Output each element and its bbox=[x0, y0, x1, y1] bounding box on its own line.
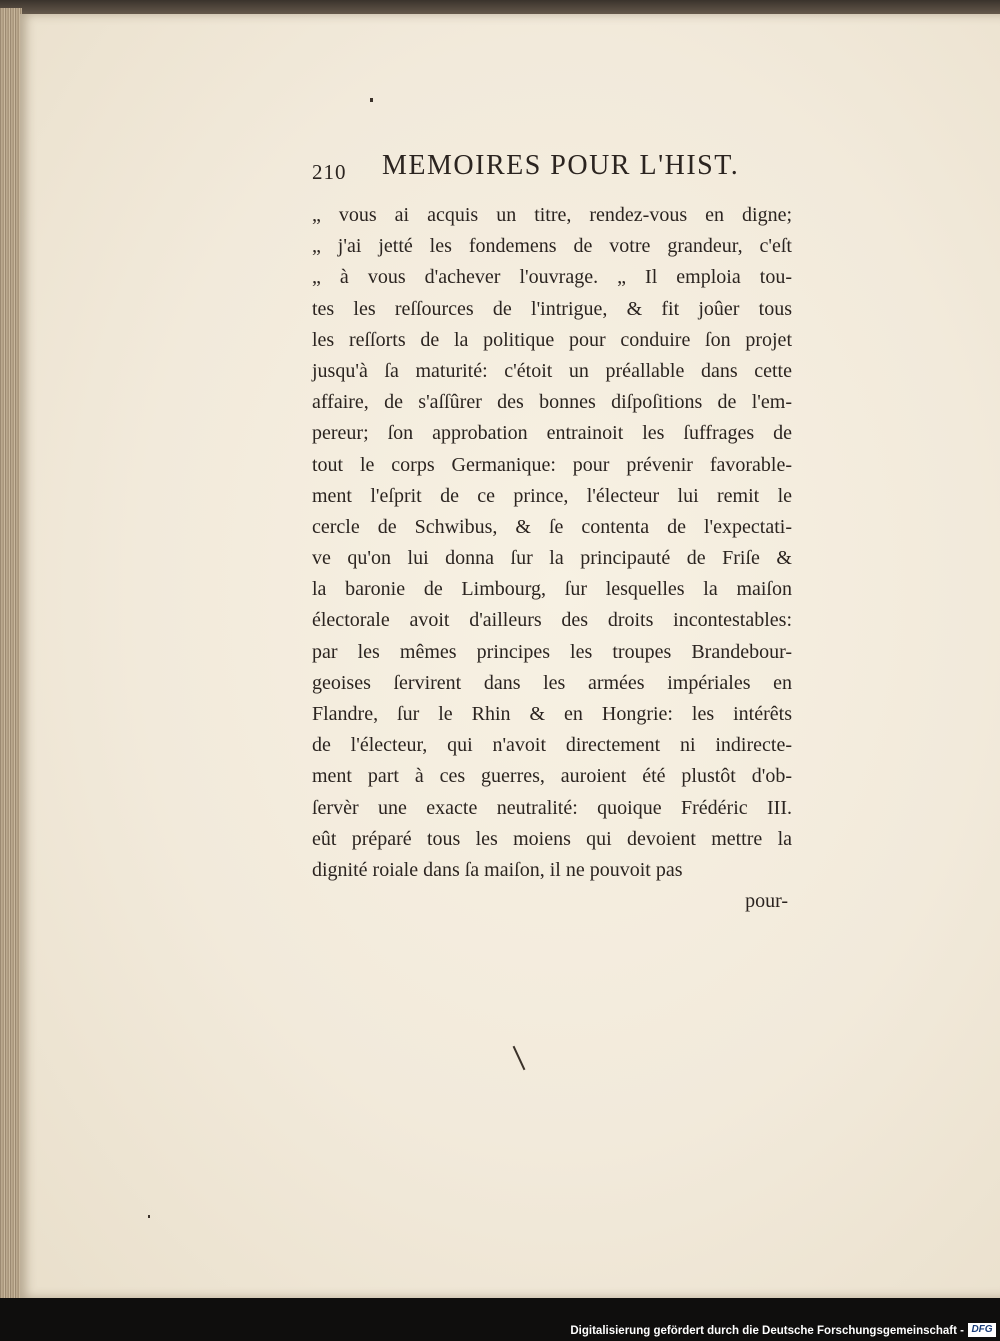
digitization-credit: Digitalisierung gefördert durch die Deutsche Forschungsgemeinschaft - bbox=[570, 1325, 964, 1337]
text-line: „ vous ai acquis un titre, rendez-vous en digne; bbox=[312, 204, 792, 226]
text-line: Flandre, ſur le Rhin & en Hongrie: les intérêts bbox=[312, 703, 792, 725]
text-line: ment part à ces guerres, auroient été plustôt d'ob- bbox=[312, 765, 792, 788]
text-line: jusqu'à ſa maturité: c'étoit un préallable dans cette bbox=[312, 359, 792, 382]
paper-speck bbox=[370, 98, 373, 102]
text-line: eût préparé tous les moiens qui devoient mettre la bbox=[312, 827, 792, 850]
text-line: cercle de Schwibus, & ſe contenta de l'expectati- bbox=[312, 515, 792, 538]
text-line: par les mêmes principes les troupes Brandebour- bbox=[312, 640, 792, 663]
text-line: geoises ſervirent dans les armées impériales en bbox=[312, 671, 792, 694]
text-line: „ j'ai jetté les fondemens de votre grandeur, c'eſt bbox=[312, 235, 792, 258]
page-number: 210 bbox=[312, 160, 347, 184]
text-line: ve qu'on lui donna ſur la principauté de Friſe & bbox=[312, 547, 792, 570]
text-line: la baronie de Limbourg, ſur lesquelles la maiſon bbox=[312, 578, 792, 601]
running-head: MEMOIRES POUR L'HIST. bbox=[382, 150, 740, 181]
text-line: les reſſorts de la politique pour conduire ſon projet bbox=[312, 328, 792, 351]
text-line: ment l'eſprit de ce prince, l'électeur lui remit le bbox=[312, 484, 792, 507]
text-line: pereur; ſon approbation entrainoit les ſuffrages de bbox=[312, 422, 792, 445]
body-text bbox=[312, 200, 792, 917]
dfg-logo: DFG bbox=[968, 1323, 996, 1337]
book-page-edges bbox=[0, 8, 22, 1298]
text-line: tes les reſſources de l'intrigue, & fit joûer tous bbox=[312, 297, 792, 320]
text-line: „ à vous d'achever l'ouvrage. „ Il emploia tou- bbox=[312, 266, 792, 289]
text-line: dignité roiale dans ſa maiſon, il ne pouvoit pas bbox=[312, 858, 683, 881]
catchword: pour- bbox=[745, 890, 788, 913]
text-line: électorale avoit d'ailleurs des droits incontestables: bbox=[312, 609, 792, 632]
paper-speck bbox=[148, 1215, 150, 1218]
text-line: affaire, de s'aſſûrer des bonnes diſpoſitions de l'em- bbox=[312, 391, 792, 414]
text-line: de l'électeur, qui n'avoit directement ni indirecte- bbox=[312, 734, 792, 757]
text-line: tout le corps Germanique: pour prévenir favorable- bbox=[312, 453, 792, 476]
text-line: ſervèr une exacte neutralité: quoique Frédéric III. bbox=[312, 796, 792, 819]
